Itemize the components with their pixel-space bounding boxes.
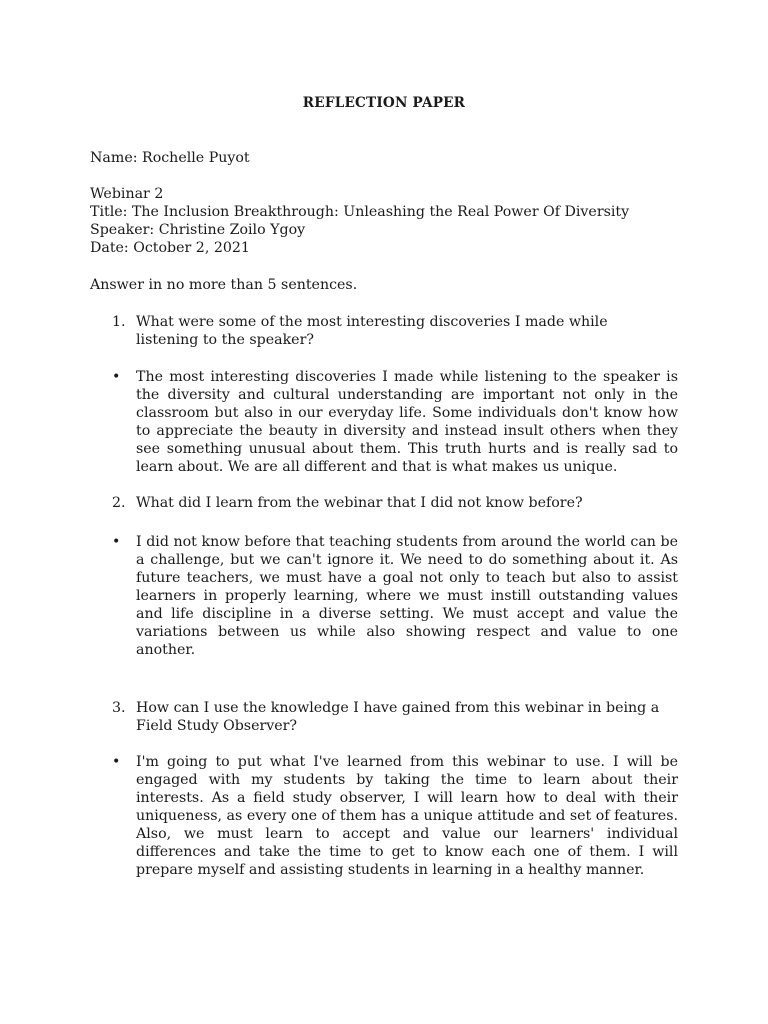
webinar-title: Title: The Inclusion Breakthrough: Unleashing the Real Power Of Diversity <box>90 204 630 220</box>
name-line: Name: Rochelle Puyot <box>90 150 250 166</box>
question-number: 3. <box>112 700 126 716</box>
page-title: REFLECTION PAPER <box>302 95 466 111</box>
webinar-details <box>90 185 690 257</box>
bullet-icon: • <box>112 369 121 385</box>
answer-item <box>112 368 678 476</box>
webinar-number: Webinar 2 <box>90 186 164 202</box>
instruction-text: Answer in no more than 5 sentences. <box>90 277 358 293</box>
question-number: 1. <box>112 314 126 330</box>
answer-text: I'm going to put what I've learned from this webinar to use. I will be engaged with my students by taking the time to learn about their interests. As a field study observer, I will learn how to deal with their uniqueness, as every one of them has a unique attitude and set of features. Also, we must learn to accept and value our learners' individual differences and take the time to get to know each one of them. I will prepare myself and assisting students in learning in a healthy manner. <box>136 754 678 878</box>
answer-text: I did not know before that teaching students from around the world can be a challenge, but we can't ignore it. We need to do something about it. As future teachers, we must have a goal not only to teach but also to assist learners in properly learning, where we must instill outstanding values and life discipline in a diverse setting. We must accept and value the variations between us while also showing respect and value to one another. <box>136 534 678 658</box>
question-item <box>112 699 672 735</box>
answer-text: The most interesting discoveries I made while listening to the speaker is the diversity and cultural understanding are important not only in the classroom but also in our everyday life. Some individuals don't know how to appreciate the beauty in diversity and instead insult others when they see something unusual about them. This truth hurts and is really sad to learn about. We are all different and that is what makes us unique. <box>136 369 678 475</box>
question-item <box>112 494 672 512</box>
question-text: What did I learn from the webinar that I did not know before? <box>136 495 583 511</box>
question-item <box>112 313 672 349</box>
question-number: 2. <box>112 495 126 511</box>
answer-item <box>112 533 678 659</box>
question-text: How can I use the knowledge I have gained from this webinar in being a Field Study Observer? <box>136 700 660 734</box>
student-name <box>90 149 690 167</box>
answer-item <box>112 753 678 879</box>
webinar-date: Date: October 2, 2021 <box>90 240 250 256</box>
bullet-icon: • <box>112 754 121 770</box>
bullet-icon: • <box>112 534 121 550</box>
question-text: What were some of the most interesting discoveries I made while listening to the speaker? <box>136 314 608 348</box>
webinar-speaker: Speaker: Christine Zoilo Ygoy <box>90 222 306 238</box>
